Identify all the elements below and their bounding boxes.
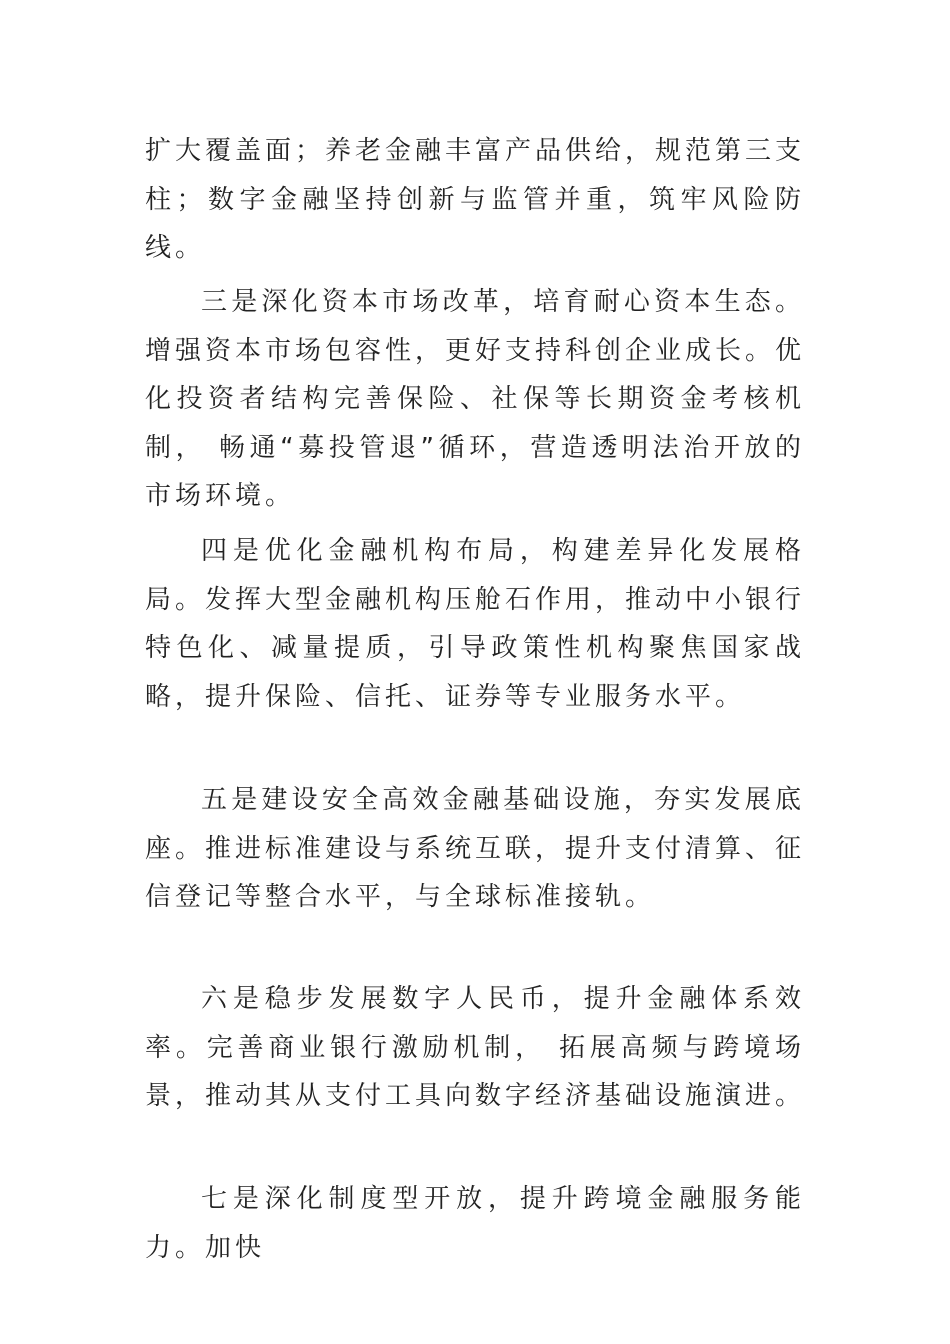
paragraph-capital-market: 三是深化资本市场改革，培育耐心资本生态。增强资本市场包容性，更好支持科创企业成长。优化投资者结构完善保险、社保等长期资金考核机制， 畅通“募投管退”循环，营造透明法治开放的市场环境。 xyxy=(145,287,806,511)
paragraph-digital-rmb: 六是稳步发展数字人民币，提升金融体系效率。完善商业银行激励机制， 拓展高频与跨境场景，推动其从支付工具向数字经济基础设施演进。 xyxy=(145,984,806,1111)
paragraph-financial-institutions: 四是优化金融机构布局，构建差异化发展格局。发挥大型金融机构压舱石作用，推动中小银行特色化、减量提质，引导政策性机构聚焦国家战略，提升保险、信托、证券等专业服务水平。 xyxy=(145,536,806,712)
paragraph-continuation: 扩大覆盖面；养老金融丰富产品供给，规范第三支柱；数字金融坚持创新与监管并重，筑牢风险防线。 xyxy=(145,136,806,263)
paragraph-financial-infrastructure: 五是建设安全高效金融基础设施，夯实发展底座。推进标准建设与系统互联，提升支付清算、征信登记等整合水平，与全球标准接轨。 xyxy=(145,785,806,912)
paragraph-institutional-opening: 七是深化制度型开放，提升跨境金融服务能力。加快 xyxy=(145,1184,805,1263)
